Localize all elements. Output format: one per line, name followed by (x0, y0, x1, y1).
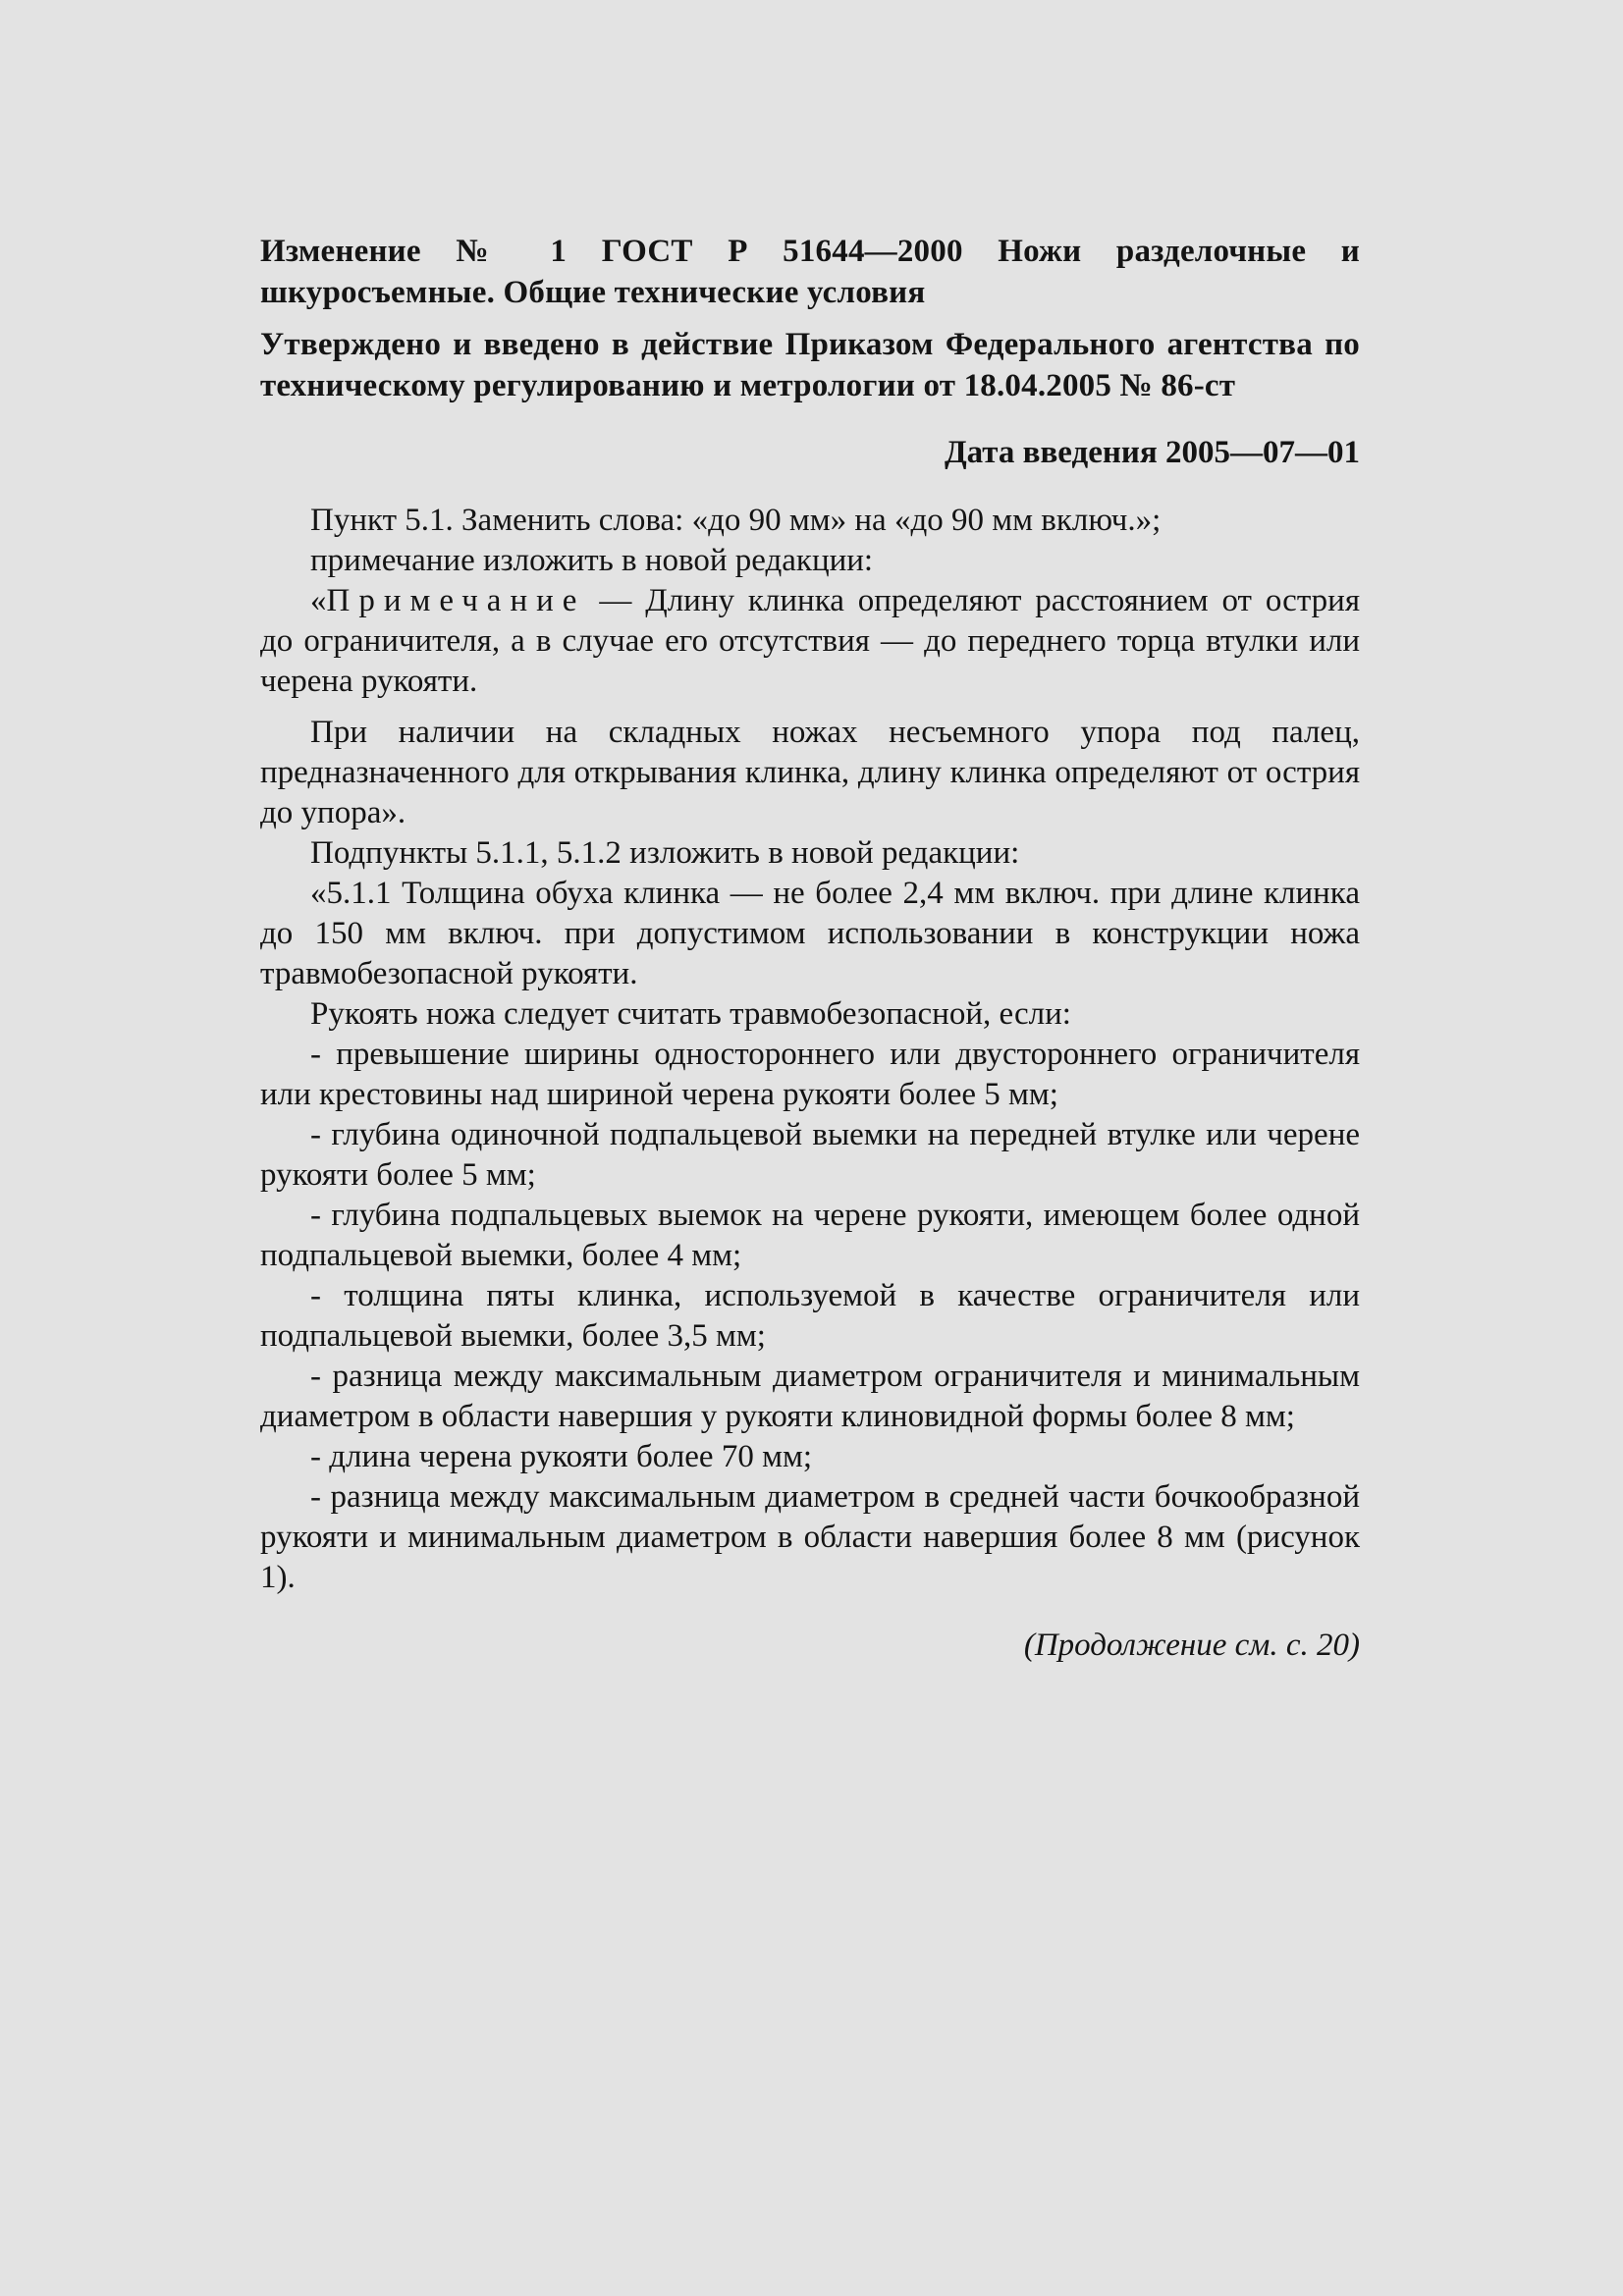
note-text: — Длину клинка определяют расстоянием от острия до ограничителя, а в случае его отсутствия — до переднего торца втулки или черена рукояти. (260, 583, 1360, 699)
note-label: Примечание (326, 583, 586, 618)
paragraph-5: Подпункты 5.1.1, 5.1.2 изложить в новой редакции: (310, 835, 1020, 871)
paragraph-2: примечание изложить в новой редакции: (310, 543, 874, 578)
list-item: - глубина подпальцевых выемок на черене рукояти, имеющем более одной подпальцевой выемки, более 4 мм; (260, 1198, 1360, 1273)
list-item: - глубина одиночной подпальцевой выемки на передней втулке или черене рукояти более 5 мм; (260, 1117, 1360, 1193)
list-item: - превышение ширины одностороннего или двустороннего ограничителя или крестовины над шириной черена рукояти более 5 мм; (260, 1037, 1360, 1112)
list-item: - толщина пяты клинка, используемой в качестве ограничителя или подпальцевой выемки, более 3,5 мм; (260, 1278, 1360, 1354)
list-item: - длина черена рукояти более 70 мм; (310, 1439, 813, 1474)
document-body (260, 501, 1360, 1598)
list-item: - разница между максимальным диаметром ограничителя и минимальным диаметром в области навершия у рукояти клиновидной формы более 8 мм; (260, 1359, 1360, 1434)
continuation-note: (Продолжение см. с. 20) (1023, 1628, 1360, 1663)
effective-date: Дата введения 2005—07—01 (944, 435, 1360, 470)
approval-statement: Утверждено и введено в действие Приказом Федерального агентства по техническому регулированию и метрологии от 18.04.2005 № 86-ст (260, 327, 1360, 403)
paragraph-3 (260, 581, 1360, 702)
paragraph-4: При наличии на складных ножах несъемного упора под палец, предназначенного для открывания клинка, длину клинка определяют от острия до упора». (260, 715, 1360, 830)
paragraph-1: Пункт 5.1. Заменить слова: «до 90 мм» на «до 90 мм включ.»; (310, 503, 1162, 538)
paragraph-7: Рукоять ножа следует считать травмобезопасной, если: (310, 996, 1071, 1032)
list-item: - разница между максимальным диаметром в средней части бочкообразной рукояти и минимальным диаметром в области навершия более 8 мм (рисунок 1). (260, 1479, 1360, 1595)
quote-mark: « (310, 583, 327, 618)
paragraph-6: «5.1.1 Толщина обуха клинка — не более 2,4 мм включ. при длине клинка до 150 мм включ. при допустимом использовании в конструкции ножа травмобезопасной рукояти. (260, 876, 1360, 991)
document-content (260, 231, 1360, 1666)
document-title: Изменение № 1 ГОСТ Р 51644—2000 Ножи разделочные и шкуросъемные. Общие технические условия (260, 234, 1360, 310)
